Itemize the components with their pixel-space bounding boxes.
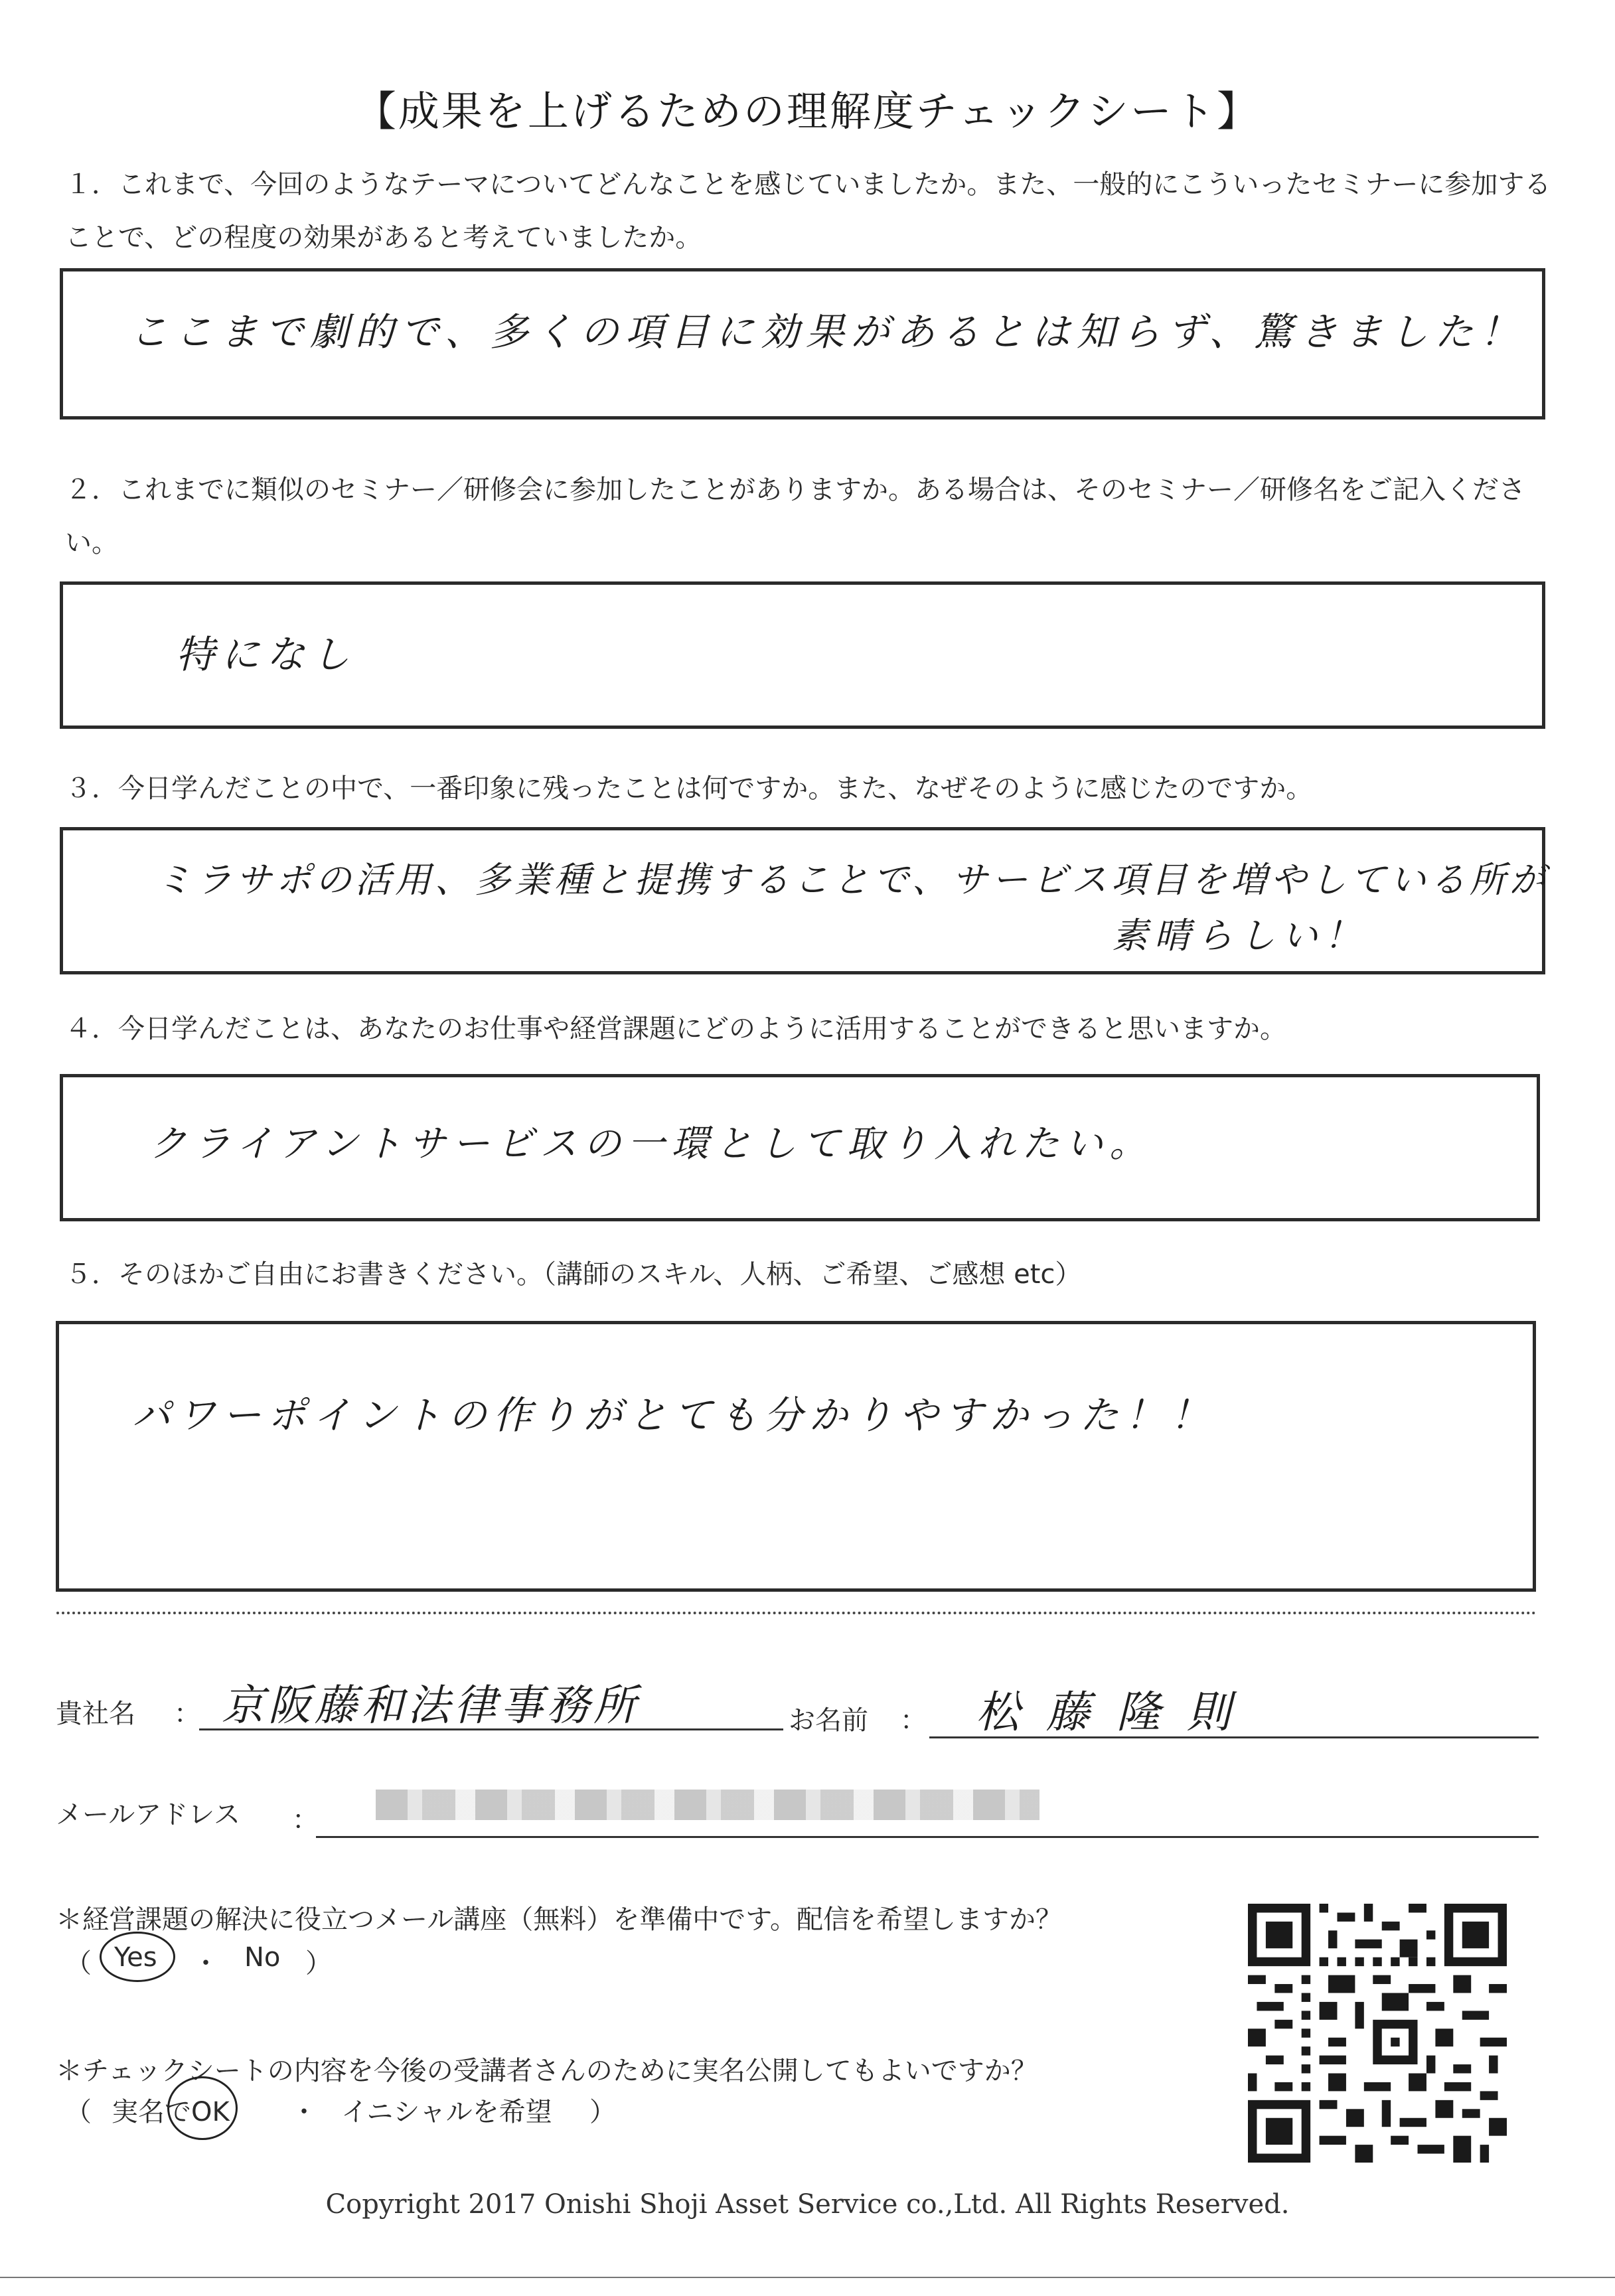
name-label: お名前 <box>789 1705 868 1736</box>
question-2-text: ２．これまでに類似のセミナー／研修会に参加したことがありますか。ある場合は、そのセミナー／研修名をご記入ください。 <box>65 475 1525 558</box>
qr-code-icon <box>1248 1904 1507 2163</box>
company-label: 貴社名 <box>56 1699 135 1729</box>
publish-paren-open: （ <box>65 2097 92 2127</box>
publish-option-real-name[interactable]: 実名でOK <box>112 2097 230 2127</box>
email-colon: ： <box>292 1805 319 1835</box>
answer-box-3 <box>60 827 1549 974</box>
answer-box-4 <box>60 1074 1540 1221</box>
name-colon: ： <box>900 1705 927 1736</box>
company-field[interactable] <box>199 1671 783 1730</box>
answer-box-5 <box>56 1321 1536 1592</box>
publish-paren-close: ） <box>589 2097 616 2127</box>
copyright-text: Copyright 2017 Onishi Shoji Asset Service co.,Ltd. All Rights Reserved. <box>325 2189 1290 2220</box>
answer-box-2 <box>60 581 1545 729</box>
name-value: 松藤隆則 <box>976 1687 1257 1738</box>
answer-1-line-1: ここまで劇的で、多くの項目に効果があるとは知らず、驚きました！ <box>129 309 1525 354</box>
mail-course-yes[interactable]: Yes <box>114 1942 157 1973</box>
name-field[interactable] <box>929 1677 1539 1738</box>
answer-2-line-1: 特になし <box>176 632 357 677</box>
answer-4-line-1: クライアントサービスの一環として取り入れたい。 <box>149 1122 1154 1166</box>
mail-course-question: ＊経営課題の解決に役立つメール講座（無料）を準備中です。配信を希望しますか？ <box>56 1904 1062 1935</box>
page-bottom-edge <box>0 2277 1615 2278</box>
company-colon: ： <box>174 1699 200 1729</box>
email-redacted <box>376 1790 1039 1820</box>
publish-dot: ・ <box>291 2097 317 2127</box>
sheet-title: 【成果を上げるための理解度チェックシート】 <box>354 87 1261 135</box>
answer-3-line-1: ミラサポの活用、多業種と提携することで、サービス項目を増やしている所が <box>156 859 1549 901</box>
question-5-text: ５．そのほかご自由にお書きください。（講師のスキル、人柄、ご希望、ご感想 etc） <box>65 1259 1082 1290</box>
mail-course-no[interactable]: No <box>244 1942 281 1973</box>
company-value: 京阪藤和法律事務所 <box>222 1681 640 1730</box>
question-3-text: ３．今日学んだことの中で、一番印象に残ったことは何ですか。また、なぜそのように感じたのですか。 <box>65 773 1313 804</box>
answer-5-line-1: パワーポイントの作りがとても分かりやすかった！！ <box>132 1393 1216 1438</box>
email-label: メールアドレス <box>56 1799 240 1830</box>
answer-3-line-2: 素晴らしい！ <box>1112 915 1367 957</box>
email-field[interactable] <box>316 1779 1539 1838</box>
publish-option-initial[interactable]: イニシャルを希望 <box>341 2097 552 2127</box>
mail-course-dot: ・ <box>192 1948 219 1979</box>
question-4-text: ４．今日学んだことは、あなたのお仕事や経営課題にどのように活用することができると思いますか。 <box>65 1014 1286 1044</box>
dotted-divider <box>56 1612 1537 1614</box>
publish-question: ＊チェックシートの内容を今後の受講者さんのために実名公開してもよいですか？ <box>56 2056 1038 2086</box>
mail-course-paren-close: ） <box>305 1948 332 1979</box>
mail-course-paren-open: （ <box>65 1948 92 1979</box>
answer-box-1 <box>60 268 1545 420</box>
question-1-text: １．これまで、今回のようなテーマについてどんなことを感じていましたか。また、一般的にこういったセミナーに参加することで、どの程度の効果があると考えていましたか。 <box>65 169 1551 253</box>
